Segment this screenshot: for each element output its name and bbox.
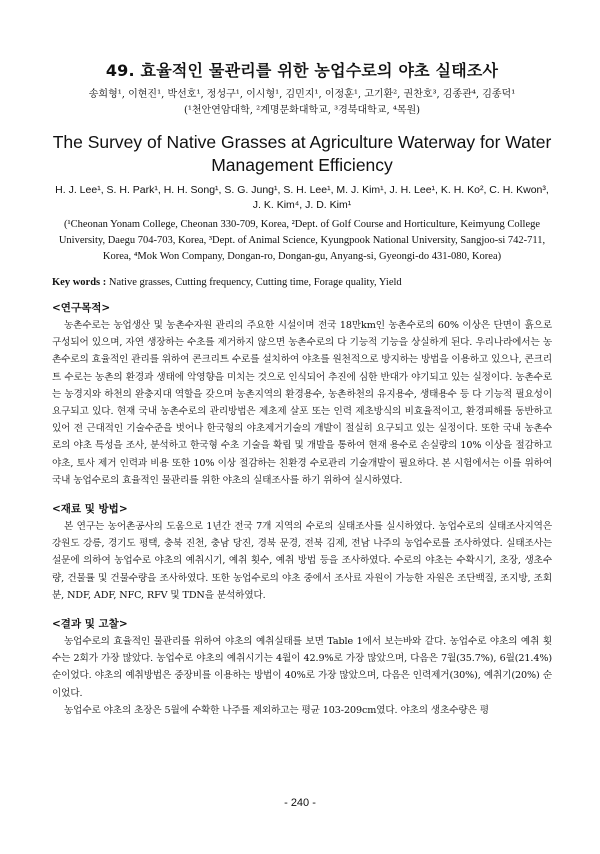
page-number: - 240 - [284,797,316,809]
keywords-label: Key words : [52,277,107,288]
section-results [52,616,552,719]
section-purpose [52,300,552,489]
paragraph: 농촌수로는 농업생산 및 농촌수자원 관리의 주요한 시설이며 전국 18만km인 농촌수로의 60% 이상은 단면이 흙으로 구성되어 있으며, 자연 생장하는 수초를 제거하지 않으면 농촌수로의 다 기능적 기능을 상실하게 된다. 우리나라에서는 농촌수로의 효율적인 관리를 위하여 콘크리트 수로를 설치하여 야초를 원천적으로 방지하는 방법을 이용하고 있으나, 콘크리트 수로는 농촌의 환경과 생태에 악영향을 미치는 것으로 인식되어 추진에 심한 반대가 야기되고 있는 실정이다. 농촌수로는 농경지와 하천의 완충지대 역할을 갖으며 농촌지역의 환경용수, 농촌하천의 유지용수, 생태용수 등 다 기능적 필요성이 요구되고 있다. 현재 국내 농촌수로의 관리방법은 제초제 살포 또는 인력 제초방식의 비효율적이고, 환경피해를 동반하고 있어 전 근대적인 기술수준을 벗어나 한국형의 야초제거기술의 개발이 절실히 요구되고 있는 실정이다. 또한 국내 농촌수로의 야초 특성을 조사, 분석하고 한국형 수초 기술을 확립 및 개발을 통하여 현재 용수로 손실량의 10% 이상을 절감하고 야초, 토사 제거 인력과 비용 또한 10% 이상 절감하는 친환경 수로관리 기술개발이 필요하다. 본 시험에서는 이를 위하여 국내 농업수로의 효율적인 물관리를 위한 야초의 실태조사를 하기 위하여 실시하였다. [52,320,552,486]
section-heading: <연구목적> [52,302,111,314]
english-authors: H. J. Lee¹, S. H. Park¹, H. H. Song¹, S. G. Jung¹, S. H. Lee¹, M. J. Kim¹, J. H. Lee¹, K. H. Ko², C. H. Kwon³, J. K. Kim⁴, J. D. Kim¹ [55,184,549,211]
english-title: The Survey of Native Grasses at Agriculture Waterway for Water Management Efficiency [52,132,552,175]
section-heading: <결과 및 고찰> [52,618,128,631]
keywords-text: Native grasses, Cutting frequency, Cutting time, Forage quality, Yield [108,277,402,288]
keywords [52,277,552,288]
korean-affiliations: (¹천안연암대학, ²계명문화대학교, ³경북대학교, ⁴목원) [183,105,421,116]
korean-authors: 송희형¹, 이현진¹, 박선호¹, 정성구¹, 이시형¹, 김민지¹, 이정훈¹, 고기환², 권찬호³, 김종관⁴, 김종덕¹ [88,89,516,100]
paragraph: 본 연구는 농어촌공사의 도움으로 1년간 전국 7개 지역의 수로의 실태조사를 실시하였다. 농업수로의 실태조사지역은 강원도 강릉, 경기도 평택, 충북 진천, 충남 당진, 경북 문경, 전북 김제, 전남 나주의 농업수로를 조사하였다. 실태조사는 설문에 의하여 농업수로 야초의 예취시기, 예취 횟수, 예취 방법 등을 조사하였다. 수로의 야초는 수확시기, 초장, 생초수량, 건물률 및 건물수량을 조사하였다. 또한 농업수로의 야초 중에서 조사료 자원이 가능한 자원은 조단백질, 조지방, 조회분, NDF, ADF, NFC, RFV 및 TDN을 분석하였다. [52,521,552,601]
korean-title: 49. 효율적인 물관리를 위한 농업수로의 야초 실태조사 [105,61,499,80]
section-methods [52,501,552,604]
paragraph: 농업수로의 효율적인 물관리를 위하여 야초의 예취실태를 보면 Table 1에서 보는바와 같다. 농업수로 야초의 예취 횟수는 2회가 가장 많았다. 농업수로 야초의 예취시기는 4월이 42.9%로 가장 많았으며, 다음은 7월(35.7%), 6월(21.4%) 순이었다. 야초의 예취방법은 중장비를 이용하는 방법이 40%로 가장 많았으며, 다음은 인력제거(30%), 예취기(20%) 순이었다. [52,636,552,699]
paper-page [52,58,552,719]
section-heading: <재료 및 방법> [52,503,128,516]
english-affiliations: (¹Cheonan Yonam College, Cheonan 330-709, Korea, ²Dept. of Golf Course and Horticulture, Keimyung College University, Daegu 704-703, Korea, ³Dept. of Animal Science, Kyungpook National University, Sangjoo-si 742-711, Korea, ⁴Mok Won Company, Dongan-ro, Dongan-gu, Anyang-si, Gyeongi-do 431-080, Korea) [58,219,546,262]
paragraph: 농업수로 야초의 초장은 5월에 수확한 나주를 제외하고는 평균 103-209cm였다. 야초의 생초수량은 평 [64,704,489,716]
